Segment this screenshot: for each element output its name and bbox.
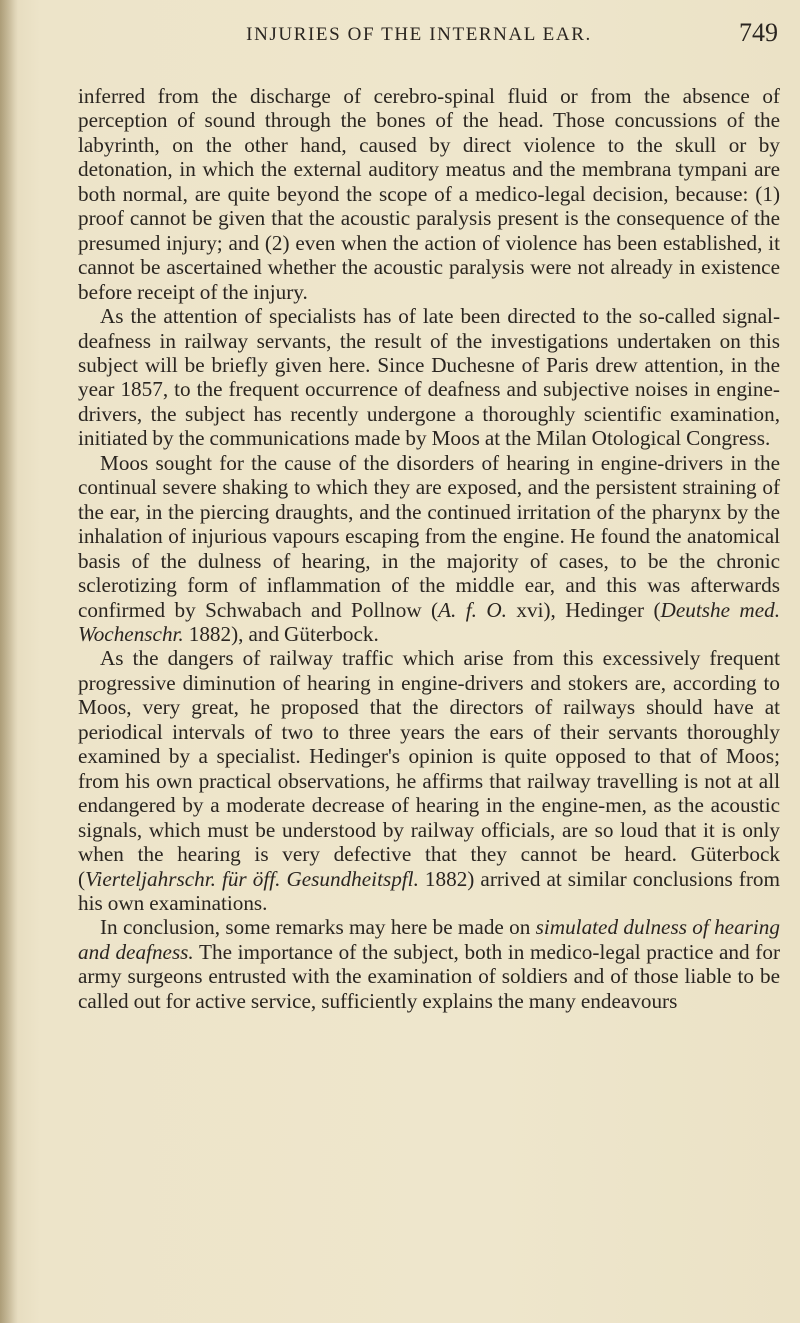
- page-number: 749: [739, 18, 778, 47]
- running-head: INJURIES OF THE INTERNAL EAR.: [246, 24, 592, 45]
- paragraph: [78, 915, 780, 1013]
- text-run: xvi), Hedinger (: [506, 597, 661, 622]
- body-text: [78, 84, 780, 1013]
- page-header: [60, 18, 778, 58]
- text-run: 1882), and Güterbock.: [183, 621, 379, 646]
- text-run: Moos sought for the cause of the disorders of hearing in engine-drivers in the continual severe shaking to which they are exposed, and the persistent straining of the ear, in the piercing draughts, and the continued irritation of the pharynx by the inhalation of injurious vapours escaping from the engine. He found the anatomical basis of the dulness of hearing, in the majority of cases, to be the chronic sclerotizing form of inflammation of the middle ear, and this was afterwards confirmed by Schwabach and Pollnow (: [78, 450, 780, 622]
- paragraph: [78, 451, 780, 647]
- text-run: In conclusion, some remarks may here be made on: [100, 915, 536, 940]
- text-run: As the attention of specialists has of late been directed to the so-called signal-deafness in railway servants, the result of the investigations undertaken on this subject will be briefly given here. Since Duchesne of Paris drew attention, in the year 1857, to the frequent occurrence of deafness and subjective noises in engine-drivers, the subject has recently undergone a thoroughly scientific examination, initiated by the communications made by Moos at the Milan Otological Congress.: [78, 304, 780, 451]
- text-run: inferred from the discharge of cerebro-spinal fluid or from the absence of perception of sound through the bones of the head. Those concussions of the labyrinth, on the other hand, caused by direct violence to the skull or by detonation, in which the external auditory meatus and the membrana tympani are both normal, are quite beyond the scope of a medico-legal decision, because: (1) proof cannot be given that the acoustic paralysis present is the consequence of the presumed injury; and (2) even when the action of violence has been established, it cannot be ascertained whether the acoustic paralysis were not already in existence before receipt of the injury.: [78, 84, 780, 304]
- paragraph: [78, 646, 780, 915]
- paragraph: [78, 304, 780, 451]
- text-run: 1882) arrived at similar conclusions from his own examinations.: [78, 866, 780, 915]
- spine-shadow: [0, 0, 18, 1323]
- text-run: The importance of the subject, both in medico-legal practice and for army surgeons entrusted with the examination of soldiers and of those liable to be called out for active service, sufficiently explains the many endeavours: [78, 939, 780, 1013]
- italic-text: simulated dulness of hearing and deafness.: [78, 915, 780, 964]
- italic-text: A. f. O.: [438, 597, 507, 622]
- italic-text: Vierteljahrschr. für öff. Gesundheitspfl.: [85, 866, 419, 891]
- paragraph: [78, 84, 780, 304]
- italic-text: Deutshe med. Wochenschr.: [78, 597, 780, 646]
- text-run: As the dangers of railway traffic which arise from this excessively frequent progressive diminution of hearing in engine-drivers and stokers are, according to Moos, very great, he proposed that the directors of railways should have at periodical intervals of two to three years the ears of their servants thoroughly examined by a specialist. Hedinger's opinion is quite opposed to that of Moos; from his own practical observations, he affirms that railway travelling is not at all endangered by a moderate decrease of hearing in the engine-men, as the acoustic signals, which must be understood by railway officials, are so loud that it is only when the hearing is very defective that they cannot be heard. Güterbock (: [78, 646, 780, 891]
